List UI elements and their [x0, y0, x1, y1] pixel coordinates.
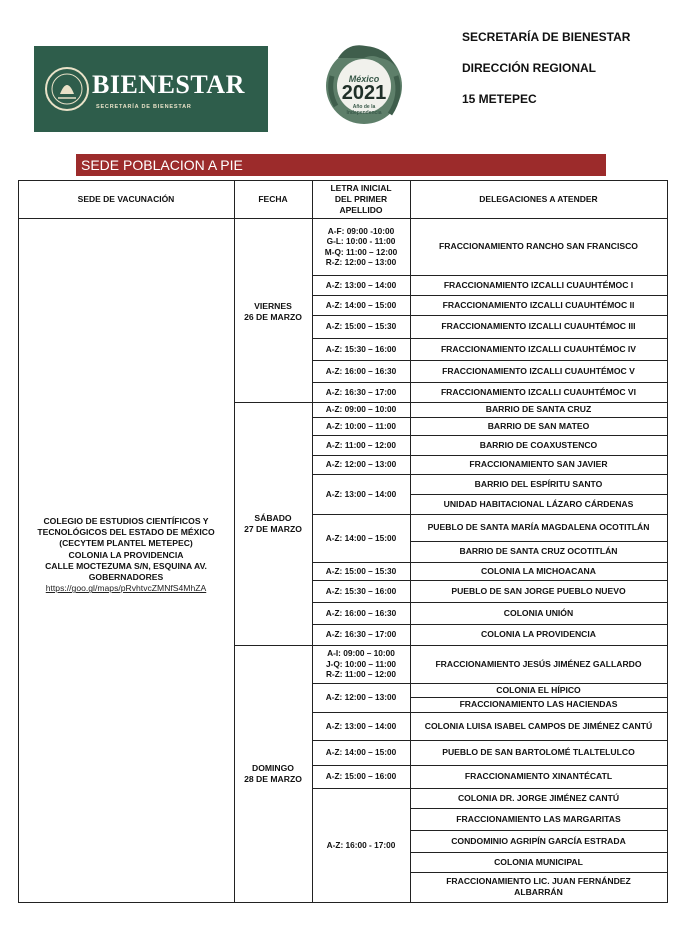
delegation-cell: COLONIA LA MICHOACANA	[481, 565, 596, 576]
delegation-cell: FRACCIONAMIENTO IZCALLI CUAUHTÉMOC IV	[440, 343, 637, 354]
letter-time-range: A-F: 09:00 -10:00	[327, 225, 395, 236]
date-day: 28 DE MARZO	[244, 774, 302, 784]
letter-time-cell	[312, 295, 410, 315]
date-friday	[234, 294, 312, 330]
delegation-cell: FRACCIONAMIENTO LAS HACIENDAS	[459, 699, 618, 709]
delegation-cell: FRACCIONAMIENTO IZCALLI CUAUHTÉMOC I	[443, 279, 634, 290]
letter-time-range: A-Z: 16:30 – 17:00	[325, 386, 397, 397]
letter-time-cell	[312, 602, 410, 624]
delegation-cell: FRACCIONAMIENTO JESÚS JIMÉNEZ GALLARDO	[435, 658, 642, 669]
letter-time-range: A-Z: 15:00 – 16:00	[325, 771, 397, 782]
letter-time-cell	[312, 645, 410, 683]
delegation-cell: FRACCIONAMIENTO IZCALLI CUAUHTÉMOC II	[442, 299, 635, 310]
delegation-cell: FRACCIONAMIENTO SAN JAVIER	[469, 459, 608, 469]
org-line-2: DIRECCIÓN REGIONAL	[462, 61, 597, 75]
delegation-cell: BARRIO DEL ESPÍRITU SANTO	[474, 478, 603, 489]
letter-time-range: A-Z: 14:00 – 15:00	[325, 747, 397, 758]
letter-time-range: A-Z: 15:30 – 16:00	[325, 585, 397, 596]
date-saturday	[234, 506, 312, 542]
letter-time-range: A-Z: 15:00 – 15:30	[325, 565, 397, 576]
site-line: COLEGIO DE ESTUDIOS CIENTÍFICOS Y	[43, 516, 209, 526]
letter-time-range: A-Z: 12:00 – 13:00	[325, 459, 397, 470]
delegation-cell: PUEBLO DE SANTA MARÍA MAGDALENA OCOTITLÁN	[427, 522, 650, 532]
seal-year: 2021	[341, 82, 387, 104]
date-weekday: VIERNES	[254, 301, 292, 311]
letter-time-range: J-Q: 10:00 – 11:00	[325, 658, 397, 669]
letter-time-cell	[312, 275, 410, 295]
delegation-cell: COLONIA LA PROVIDENCIA	[481, 629, 596, 639]
delegation-cell: PUEBLO DE SAN JORGE PUEBLO NUEVO	[451, 585, 626, 596]
letter-time-range: A-I: 09:00 – 10:00	[327, 648, 395, 659]
date-day: 26 DE MARZO	[244, 312, 302, 322]
letter-time-cell	[312, 455, 410, 474]
table-rule	[18, 902, 667, 903]
site-line: COLONIA LA PROVIDENCIA	[68, 549, 184, 560]
date-day: 27 DE MARZO	[244, 524, 302, 534]
letter-time-range: A-Z: 13:00 – 14:00	[325, 279, 397, 290]
letter-time-range: A-Z: 16:00 – 16:30	[325, 607, 397, 618]
letter-time-cell	[312, 218, 410, 275]
letter-time-cell	[312, 514, 410, 562]
delegation-cell: FRACCIONAMIENTO LIC. JUAN FERNÁNDEZ ALBARRÁN	[446, 876, 631, 897]
section-title: SEDE POBLACION A PIE	[76, 154, 606, 176]
delegation-cell: COLONIA LUISA ISABEL CAMPOS DE JIMÉNEZ CANTÚ	[424, 720, 653, 731]
letter-time-range: A-Z: 09:00 – 10:00	[325, 404, 397, 415]
letter-time-cell	[312, 435, 410, 455]
letter-time-range: M-Q: 11:00 – 12:00	[324, 246, 398, 257]
delegation-cell: PUEBLO DE SAN BARTOLOMÉ TLALTELULCO	[442, 747, 635, 757]
org-line-3: 15 METEPEC	[462, 92, 537, 106]
delegation-cell: BARRIO DE SANTA CRUZ OCOTITLÁN	[459, 546, 618, 556]
column-header-letter: LETRA INICIAL DEL PRIMER APELLIDO	[330, 182, 392, 215]
letter-time-cell	[312, 474, 410, 514]
letter-time-range: A-Z: 13:00 – 14:00	[325, 720, 397, 731]
delegation-cell: COLONIA DR. JORGE JIMÉNEZ CANTÚ	[457, 792, 620, 803]
letter-time-cell	[312, 562, 410, 580]
org-line-1: SECRETARÍA DE BIENESTAR	[462, 30, 631, 44]
site-map-link[interactable]: https://goo.gl/maps/pRvhtvcZMNfS4MhZA	[45, 583, 207, 594]
letter-time-cell	[312, 417, 410, 435]
seal-bottom-text: Año de la Independencia	[346, 104, 382, 116]
delegation-cell: FRACCIONAMIENTO IZCALLI CUAUHTÉMOC III	[441, 321, 636, 331]
letter-time-range: A-Z: 16:00 - 17:00	[326, 839, 396, 850]
letter-time-cell	[312, 788, 410, 902]
letter-time-range: A-Z: 11:00 – 12:00	[325, 439, 397, 450]
letter-time-range: G-L: 10:00 - 11:00	[326, 236, 396, 246]
letter-time-range: R-Z: 12:00 – 13:00	[325, 257, 397, 267]
letter-time-cell	[312, 683, 410, 712]
delegation-cell: FRACCIONAMIENTO XINANTÉCATL	[464, 771, 613, 781]
letter-time-cell	[312, 712, 410, 740]
site-line: TECNOLÓGICOS DEL ESTADO DE MÉXICO	[37, 527, 215, 538]
site-line: CALLE MOCTEZUMA S/N, ESQUINA AV.	[45, 560, 207, 571]
letter-time-cell	[312, 402, 410, 417]
vaccination-site	[18, 516, 234, 594]
letter-time-cell	[312, 382, 410, 402]
delegation-cell: UNIDAD HABITACIONAL LÁZARO CÁRDENAS	[443, 498, 634, 509]
letter-time-range: A-Z: 14:00 – 15:00	[325, 299, 397, 310]
delegation-cell: FRACCIONAMIENTO IZCALLI CUAUHTÉMOC VI	[440, 386, 637, 397]
delegation-cell: FRACCIONAMIENTO RANCHO SAN FRANCISCO	[439, 241, 638, 251]
site-line: (CECYTEM PLANTEL METEPEC)	[59, 538, 193, 549]
delegation-cell: FRACCIONAMIENTO LAS MARGARITAS	[456, 813, 621, 824]
column-header-site: SEDE DE VACUNACIÓN	[77, 193, 175, 204]
seal-top-text: México	[348, 74, 380, 84]
letter-time-cell	[312, 765, 410, 788]
letter-time-range: A-Z: 12:00 – 13:00	[325, 692, 397, 703]
letter-time-range: A-Z: 14:00 – 15:00	[325, 532, 397, 543]
column-header-delegations: DELEGACIONES A ATENDER	[479, 193, 598, 204]
letter-time-cell	[312, 580, 410, 602]
table-rule	[667, 180, 668, 903]
logo-title: BIENESTAR	[92, 70, 245, 99]
date-weekday: DOMINGO	[251, 763, 294, 773]
delegation-cell: FRACCIONAMIENTO IZCALLI CUAUHTÉMOC V	[442, 365, 635, 376]
site-line: GOBERNADORES	[88, 572, 164, 583]
letter-time-cell	[312, 360, 410, 382]
letter-time-range: A-Z: 15:30 – 16:00	[325, 343, 397, 354]
delegation-cell: COLONIA MUNICIPAL	[494, 856, 583, 867]
letter-time-range: R-Z: 11:00 – 12:00	[325, 669, 397, 680]
letter-time-cell	[312, 740, 410, 765]
letter-time-range: A-Z: 16:30 – 17:00	[325, 629, 397, 640]
letter-time-range: A-Z: 13:00 – 14:00	[325, 488, 397, 499]
delegation-cell: BARRIO DE COAXUSTENCO	[479, 439, 598, 450]
delegation-cell: CONDOMINIO AGRIPÍN GARCÍA ESTRADA	[451, 835, 626, 846]
date-weekday: SÁBADO	[254, 513, 292, 523]
letter-time-cell	[312, 338, 410, 360]
delegation-cell: BARRIO DE SANTA CRUZ	[485, 404, 592, 414]
column-header-date: FECHA	[258, 193, 288, 204]
date-sunday	[234, 756, 312, 792]
letter-time-range: A-Z: 10:00 – 11:00	[325, 420, 397, 431]
letter-time-cell	[312, 315, 410, 338]
letter-time-range: A-Z: 16:00 – 16:30	[325, 365, 397, 376]
delegation-cell: BARRIO DE SAN MATEO	[487, 420, 590, 431]
letter-time-cell	[312, 624, 410, 645]
letter-time-range: A-Z: 15:00 – 15:30	[325, 321, 397, 332]
delegation-cell: COLONIA UNIÓN	[503, 607, 574, 618]
logo-subtitle: SECRETARÍA DE BIENESTAR	[96, 104, 192, 110]
delegation-cell: COLONIA EL HÍPICO	[496, 684, 581, 695]
